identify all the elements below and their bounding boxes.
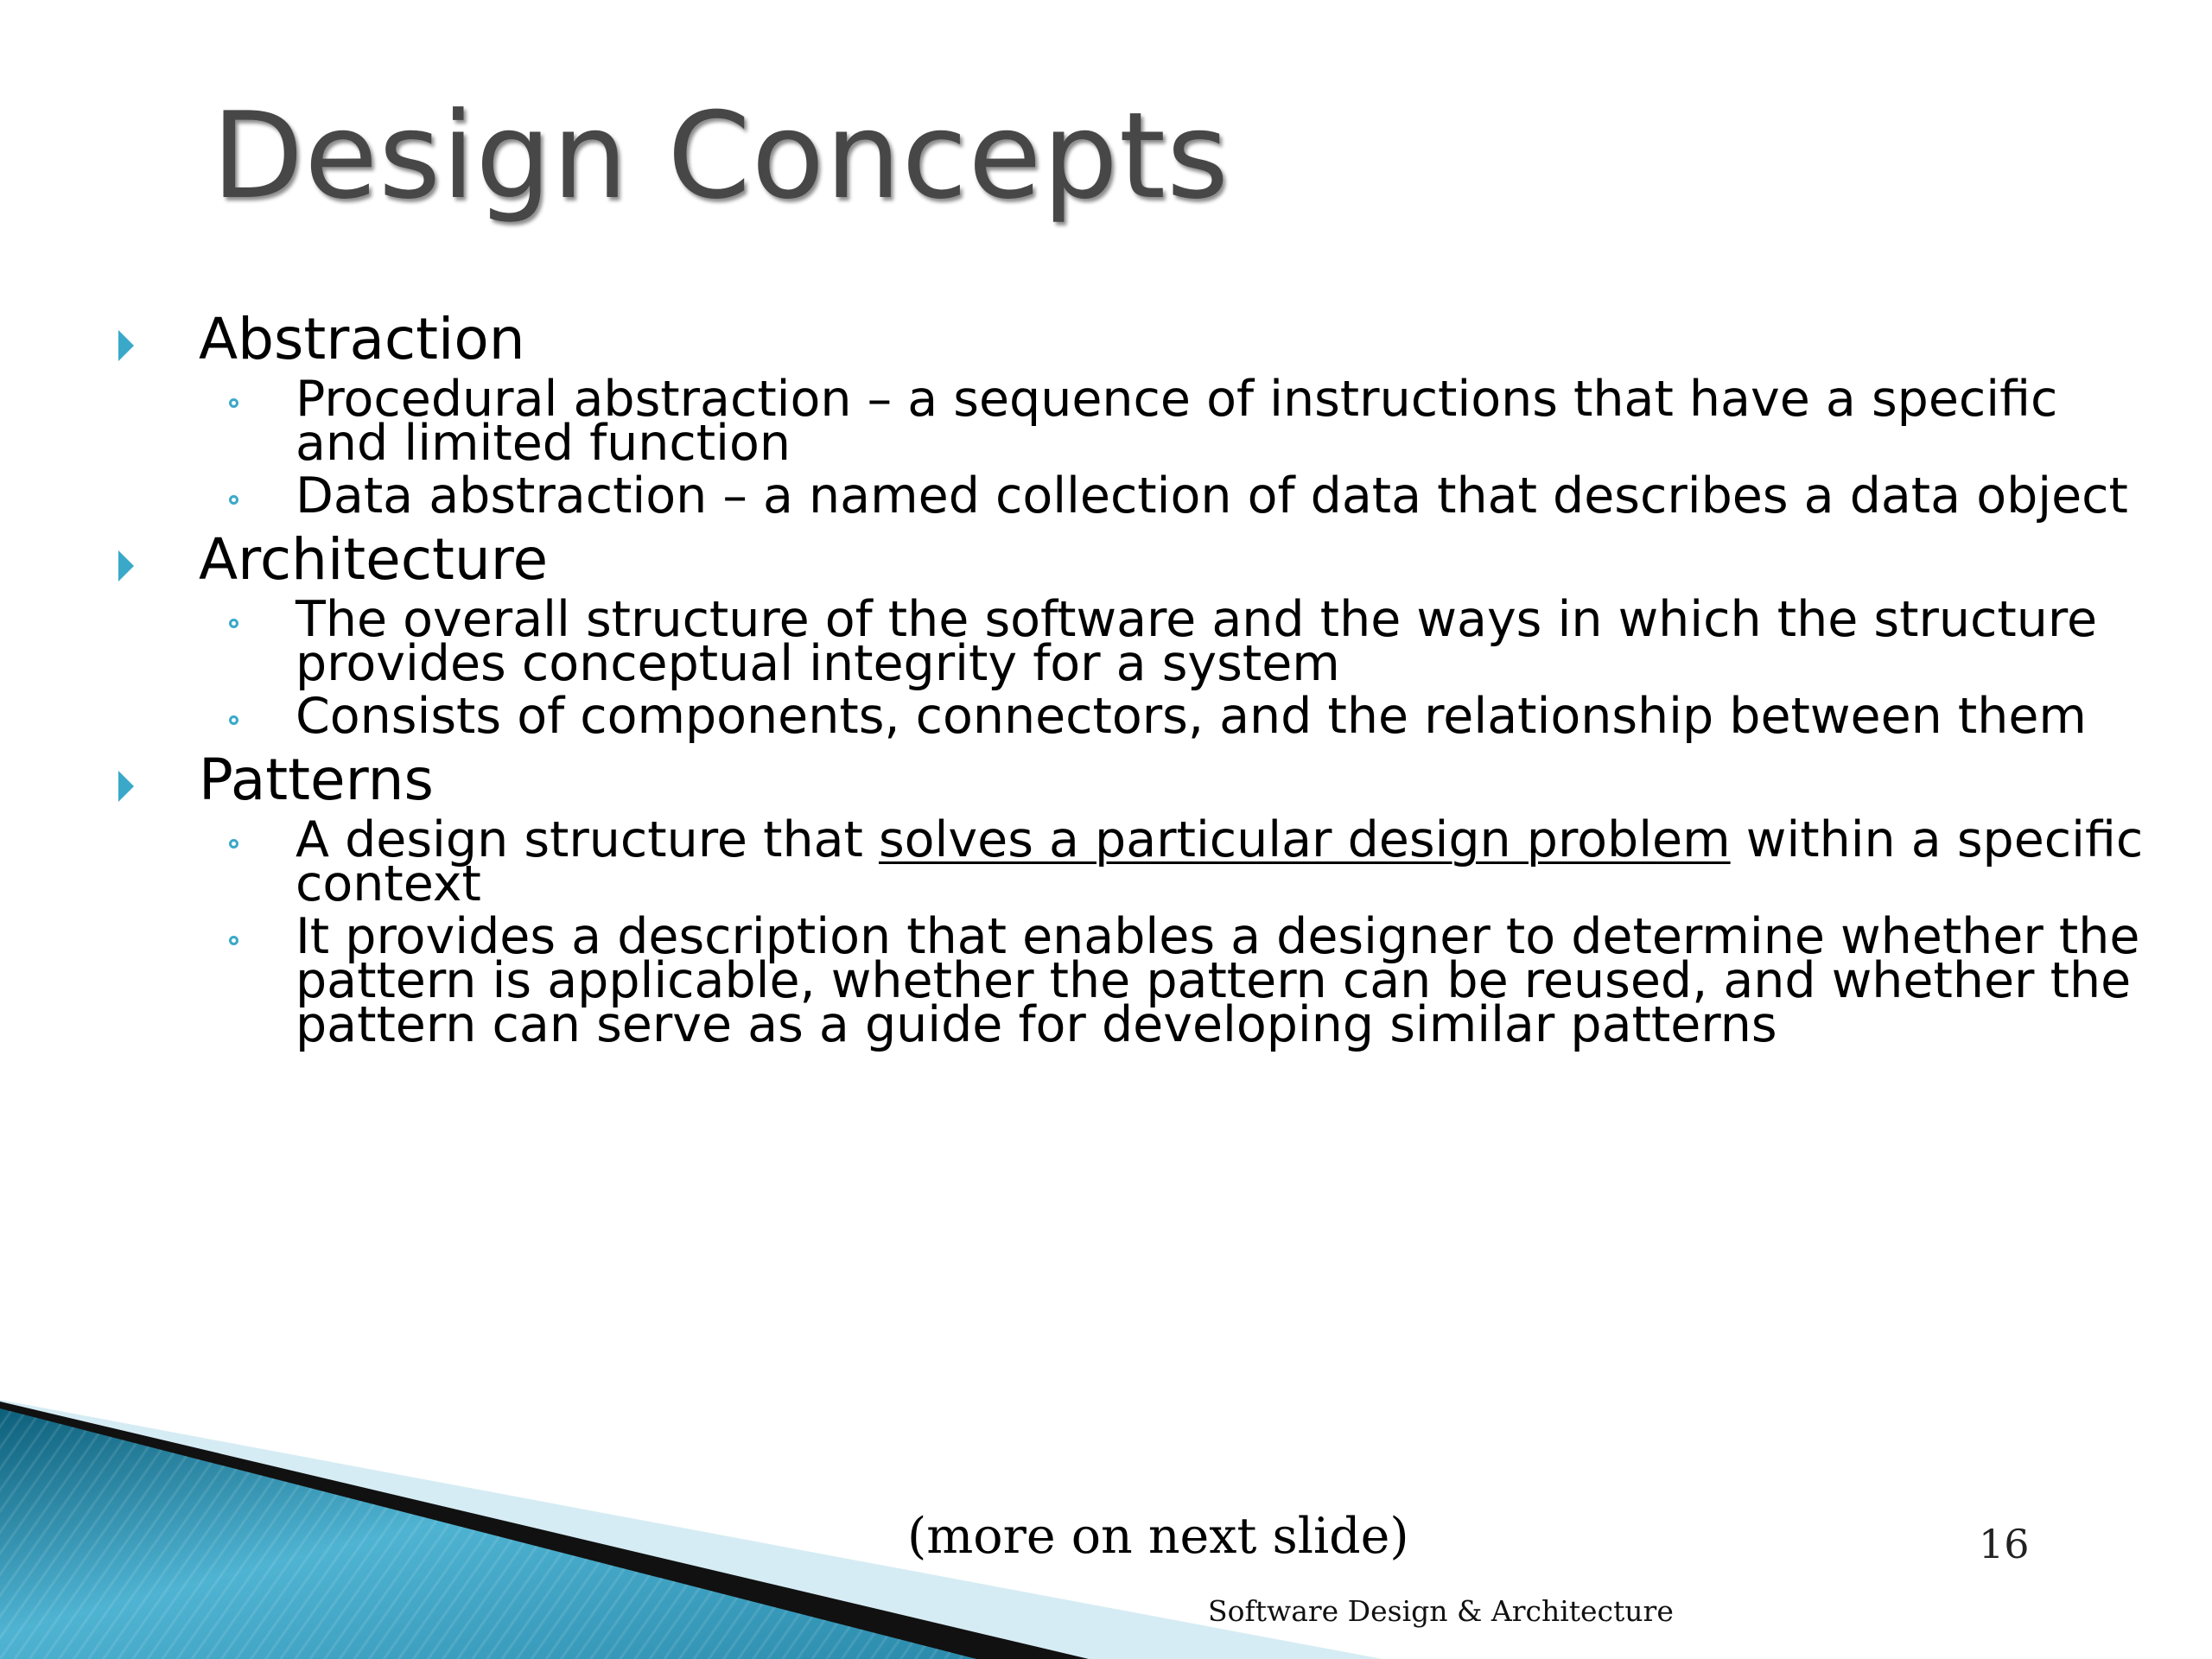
section-architecture [0, 526, 2212, 745]
section-patterns [0, 747, 2212, 1053]
bullet-heading [0, 307, 2212, 372]
underlined-phrase: solves a particular design problem [878, 811, 1731, 868]
circle-bullet-icon [229, 619, 238, 628]
more-on-next-slide-note: (more on next slide) [907, 1508, 1409, 1565]
sub-bullet-text: Procedural abstraction – a sequence of instructions that have a specific and limited function [296, 371, 2058, 472]
bullet-list [0, 307, 2212, 1056]
slide-title: Design Concepts [212, 86, 1230, 226]
sub-bullet [0, 908, 2212, 1053]
page-number: 16 [1979, 1521, 2030, 1567]
sub-bullet [0, 467, 2212, 524]
bullet-heading-text: Patterns [199, 747, 434, 813]
sub-bullet-text-start: A design structure that [296, 811, 879, 868]
sub-bullet [0, 371, 2212, 472]
sub-bullet-text: It provides a description that enables a designer to determine whether the pattern is applicable, whether the pattern can be reused, and whether the pattern can serve as a guide for developing similar patterns [296, 908, 2140, 1053]
bullet-heading [0, 527, 2212, 593]
footer-course-name: Software Design & Architecture [1208, 1594, 1674, 1628]
circle-bullet-icon [229, 936, 238, 945]
sub-bullet [0, 811, 2212, 912]
bullet-heading [0, 747, 2212, 813]
circle-bullet-icon [229, 495, 238, 505]
circle-bullet-icon [229, 398, 238, 408]
sub-bullet-text: Consists of components, connectors, and the relationship between them [296, 688, 2087, 745]
bullet-heading-text: Abstraction [199, 306, 525, 372]
sub-bullet [0, 591, 2212, 692]
sub-bullet-text: Data abstraction – a named collection of data that describes a data object [296, 467, 2128, 524]
sub-bullet-text: The overall structure of the software and the ways in which the structure provides conceptual integrity for a system [296, 591, 2098, 692]
triangle-bullet-icon [118, 330, 134, 361]
bullet-heading-text: Architecture [199, 526, 549, 593]
sub-bullet-text-end: within a specific context [296, 811, 2144, 912]
circle-bullet-icon [229, 839, 238, 849]
triangle-bullet-icon [118, 771, 134, 802]
triangle-bullet-icon [118, 550, 134, 582]
section-abstraction [0, 306, 2212, 524]
sub-bullet-text [296, 811, 2160, 912]
circle-bullet-icon [229, 715, 238, 725]
sub-bullet [0, 688, 2212, 745]
